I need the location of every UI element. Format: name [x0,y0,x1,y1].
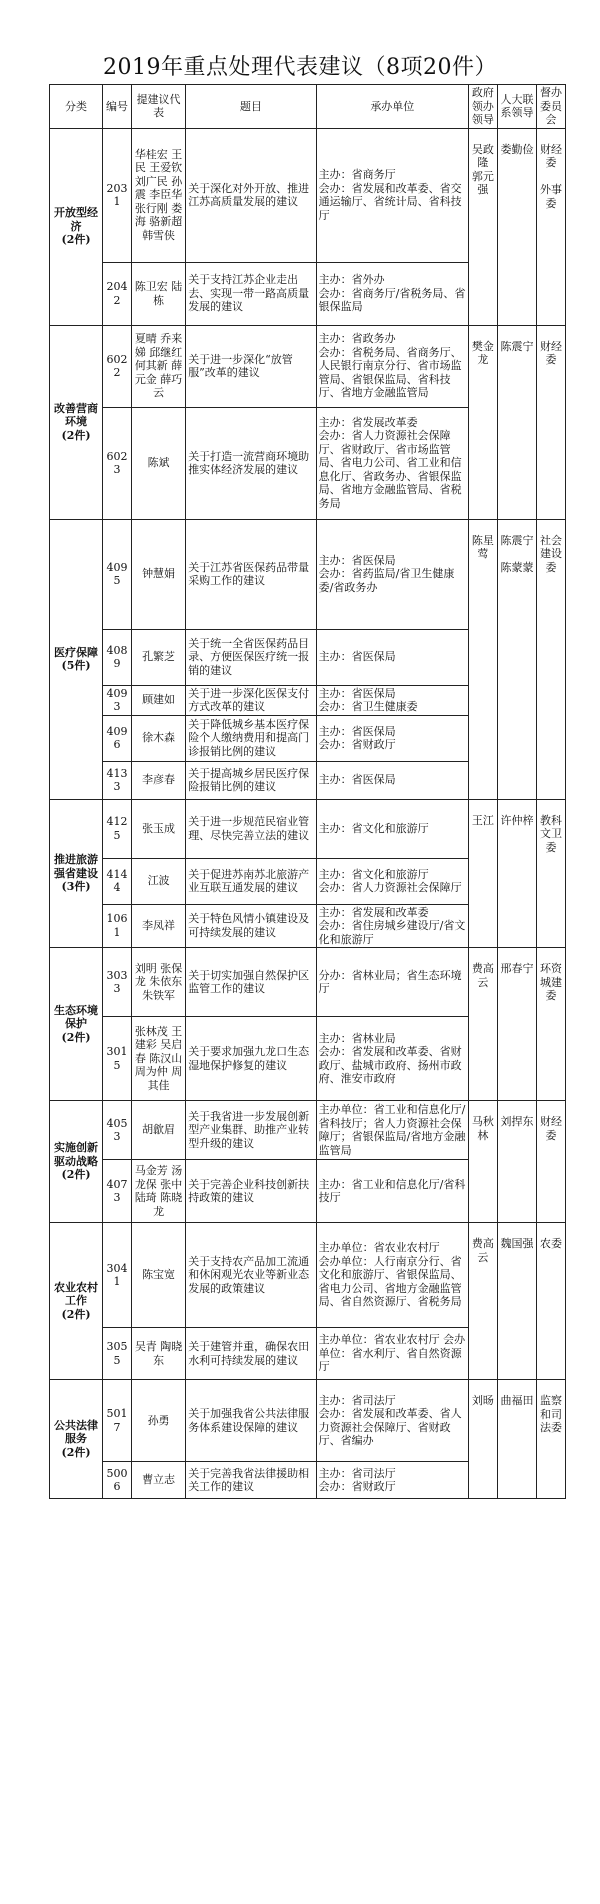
proposal-topic: 关于支持农产品加工流通和休闲观光农业等新业态发展的政策建议 [186,1223,316,1328]
proposal-topic: 关于要求加强九龙口生态湿地保护修复的建议 [186,1017,316,1101]
proposal-topic: 关于促进苏南苏北旅游产业互联互通发展的建议 [186,858,316,904]
category-count: (5件) [61,659,91,672]
proposer-names: 陈斌 [131,407,185,519]
proposal-number: 3033 [103,948,132,1017]
proposal-number: 4096 [103,715,132,761]
proposer-names: 张玉成 [131,799,185,858]
proposal-topic: 关于打造一流营商环境助推实体经济发展的建议 [186,407,316,519]
proposal-number: 2031 [103,128,132,262]
category-cell [50,948,103,1101]
proposal-number: 3055 [103,1328,132,1380]
supervising-committee: 财经委 [537,1101,566,1223]
page-title: 2019年重点处理代表建议（8项20件） [103,55,497,80]
table-row [50,1380,566,1462]
category-name: 医疗保障 [54,645,99,659]
proposer-names: 华桂宏 王民 王爱钦 刘广民 孙震 李臣华 张行刚 娄海 骆新超 韩雪侠 [131,128,185,262]
handling-units: 主办：省发展改革委 会办：省人力资源社会保障厅、省财政厅、省市场监管局、省电力公司、省工业和信息化厅、省政务办、省银保监局、省地方金融监管局、省税务局 [316,407,468,519]
category-cell [50,799,103,948]
proposer-names: 顾建如 [131,685,185,715]
header-category: 分类 [50,85,103,129]
proposal-number: 4089 [103,629,132,685]
proposal-number: 4125 [103,799,132,858]
proposal-number: 4053 [103,1101,132,1160]
handling-units: 主办：省外办 会办：省商务厅/省税务局、省银保监局 [316,262,468,325]
handling-units: 主办：省文化和旅游厅 会办：省人力资源社会保障厅 [316,858,468,904]
category-count: (2件) [61,1307,91,1321]
category-cell [50,1101,103,1223]
proposal-number: 5006 [103,1462,132,1499]
header-units: 承办单位 [316,85,468,129]
gov-leader: 费高云 [469,1223,498,1380]
proposal-number: 4095 [103,519,132,629]
proposal-topic: 关于加强我省公共法律服务体系建设保障的建议 [186,1380,316,1462]
npc-leader: 许仲梓 [497,799,536,948]
category-cell [50,325,103,519]
proposal-number: 4073 [103,1160,132,1223]
npc-leader: 邢春宁 [497,948,536,1101]
proposal-topic: 关于江苏省医保药品带量采购工作的建议 [186,519,316,629]
proposal-topic: 关于进一步规范民宿业管理、尽快完善立法的建议 [186,799,316,858]
proposer-names: 江波 [131,858,185,904]
header-committee: 督办委员会 [537,85,566,129]
gov-leader: 樊金龙 [469,325,498,519]
proposal-number: 1061 [103,904,132,948]
proposal-number: 4133 [103,761,132,799]
proposer-names: 李彦春 [131,761,185,799]
proposal-number: 3041 [103,1223,132,1328]
proposal-topic: 关于进一步深化“放管服”改革的建议 [186,325,316,407]
table-row [50,1223,566,1328]
proposer-names: 吴青 陶晓东 [131,1328,185,1380]
proposal-number: 6023 [103,407,132,519]
supervising-committee: 农委 [537,1223,566,1380]
proposer-names: 夏晴 乔来娣 邱继红 何其新 薛元金 薛巧云 [131,325,185,407]
header-number: 编号 [103,85,132,129]
proposal-topic: 关于进一步深化医保支付方式改革的建议 [186,685,316,715]
proposal-topic: 关于完善企业科技创新扶持政策的建议 [186,1160,316,1223]
supervising-committee: 环资城建委 [537,948,566,1101]
handling-units: 主办：省医保局 会办：省卫生健康委 [316,685,468,715]
npc-leader: 陈震宁 [497,325,536,519]
handling-units: 主办单位：省农业农村厅 会办单位：省水利厅、省自然资源厅 [316,1328,468,1380]
proposal-topic: 关于我省进一步发展创新型产业集群、助推产业转型升级的建议 [186,1101,316,1160]
header-gov-leader: 政府领办领导 [469,85,498,129]
category-cell [50,519,103,799]
proposer-names: 刘明 张保龙 朱依东 朱铁军 [131,948,185,1017]
gov-leader: 费高云 [469,948,498,1101]
table-row [50,128,566,262]
handling-units: 主办：省医保局 会办：省财政厅 [316,715,468,761]
handling-units: 主办：省文化和旅游厅 [316,799,468,858]
handling-units: 主办：省司法厅 会办：省财政厅 [316,1462,468,1499]
category-cell [50,128,103,325]
header-row [50,85,566,129]
handling-units: 主办：省司法厅 会办：省发展和改革委、省人力资源社会保障厅、省财政厅、省编办 [316,1380,468,1462]
category-name: 改善营商环境 [54,401,99,429]
header-topic: 题目 [186,85,316,129]
handling-units: 主办：省医保局 [316,761,468,799]
npc-leader: 魏国强 [497,1223,536,1380]
proposal-number: 2042 [103,262,132,325]
proposer-names: 李凤祥 [131,904,185,948]
category-count: (3件) [61,880,91,893]
gov-leader: 刘旸 [469,1380,498,1499]
header-proposer: 提建议代表 [131,85,185,129]
handling-units: 主办单位：省农业农村厅 会办单位：人行南京分行、省文化和旅游厅、省银保监局、省电力公司、省地方金融监管局、省自然资源厅、省税务局 [316,1223,468,1328]
gov-leader: 吴政隆 郭元强 [469,128,498,325]
npc-leader: 陈震宁 陈蒙蒙 [497,519,536,799]
proposal-topic: 关于建管并重，确保农田水利可持续发展的建议 [186,1328,316,1380]
gov-leader: 陈星莺 [469,519,498,799]
supervising-committee: 社会建设委 [537,519,566,799]
handling-units: 分办：省林业局；省生态环境厅 [316,948,468,1017]
proposal-topic: 关于完善我省法律援助相关工作的建议 [186,1462,316,1499]
proposal-topic: 关于降低城乡基本医疗保险个人缴纳费用和提高门诊报销比例的建议 [186,715,316,761]
table-row [50,948,566,1017]
proposal-number: 3015 [103,1017,132,1101]
category-name: 农业农村工作 [54,1280,99,1308]
handling-units: 主办：省工业和信息化厅/省科技厅 [316,1160,468,1223]
proposer-names: 钟慧娟 [131,519,185,629]
category-count: (2件) [61,1445,91,1459]
proposer-names: 曹立志 [131,1462,185,1499]
proposer-names: 陈宝宽 [131,1223,185,1328]
category-cell [50,1223,103,1380]
proposer-names: 孙勇 [131,1380,185,1462]
proposal-topic: 关于支持江苏企业走出去、实现一带一路高质量发展的建议 [186,262,316,325]
proposal-number: 6022 [103,325,132,407]
gov-leader: 马秋林 [469,1101,498,1223]
proposal-topic: 关于提高城乡居民医疗保险报销比例的建议 [186,761,316,799]
proposal-topic: 关于特色风情小镇建设及可持续发展的建议 [186,904,316,948]
gov-leader: 王江 [469,799,498,948]
table-row [50,325,566,407]
proposer-names: 陈卫宏 陆栋 [131,262,185,325]
handling-units: 主办：省商务厅 会办：省发展和改革委、省交通运输厅、省统计局、省科技厅 [316,128,468,262]
category-name: 开放型经济 [54,206,99,233]
proposer-names: 张林茂 王建彩 吴启春 陈汉山 周为仲 周其佳 [131,1017,185,1101]
category-count: (2件) [61,1030,91,1044]
npc-leader: 曲福田 [497,1380,536,1499]
proposal-table [49,84,566,1499]
category-count: (2件) [61,233,91,247]
proposal-number: 4093 [103,685,132,715]
supervising-committee: 教科文卫委 [537,799,566,948]
category-name: 实施创新驱动战略 [54,1141,99,1168]
npc-leader: 娄勤俭 [497,128,536,325]
proposer-names: 胡歙眉 [131,1101,185,1160]
handling-units: 主办单位：省工业和信息化厅/省科技厅；省人力资源社会保障厅；省银保监局/省地方金融监管局 [316,1101,468,1160]
proposal-number: 4144 [103,858,132,904]
header-npc-leader: 人大联系领导 [497,85,536,129]
handling-units: 主办：省医保局 [316,629,468,685]
table-row [50,519,566,629]
proposer-names: 孔繁芝 [131,629,185,685]
proposer-names: 马金芳 汤龙保 张中 陆琦 陈晓龙 [131,1160,185,1223]
table-row [50,799,566,858]
category-count: (2件) [61,428,91,442]
proposal-topic: 关于深化对外开放、推进江苏高质量发展的建议 [186,128,316,262]
proposer-names: 徐木森 [131,715,185,761]
supervising-committee: 监察和司法委 [537,1380,566,1499]
npc-leader: 刘捍东 [497,1101,536,1223]
category-name: 公共法律服务 [54,1418,99,1446]
category-count: (2件) [61,1168,91,1182]
supervising-committee: 财经委 外事委 [537,128,566,325]
category-cell [50,1380,103,1499]
handling-units: 主办：省林业局 会办：省发展和改革委、省财政厅、盐城市政府、扬州市政府、淮安市政府 [316,1017,468,1101]
handling-units: 主办：省发展和改革委 会办：省住房城乡建设厅/省文化和旅游厅 [316,904,468,948]
category-name: 推进旅游强省建设 [54,853,99,880]
proposal-number: 5017 [103,1380,132,1462]
category-name: 生态环境保护 [54,1003,99,1031]
proposal-topic: 关于统一全省医保药品目录、方便医保医疗统一报销的建议 [186,629,316,685]
handling-units: 主办：省医保局 会办：省药监局/省卫生健康委/省政务办 [316,519,468,629]
supervising-committee: 财经委 [537,325,566,519]
table-row [50,1101,566,1160]
handling-units: 主办：省政务办 会办：省税务局、省商务厅、人民银行南京分行、省市场监管局、省银保监局、省科技厅、省地方金融监管局 [316,325,468,407]
proposal-topic: 关于切实加强自然保护区监管工作的建议 [186,948,316,1017]
